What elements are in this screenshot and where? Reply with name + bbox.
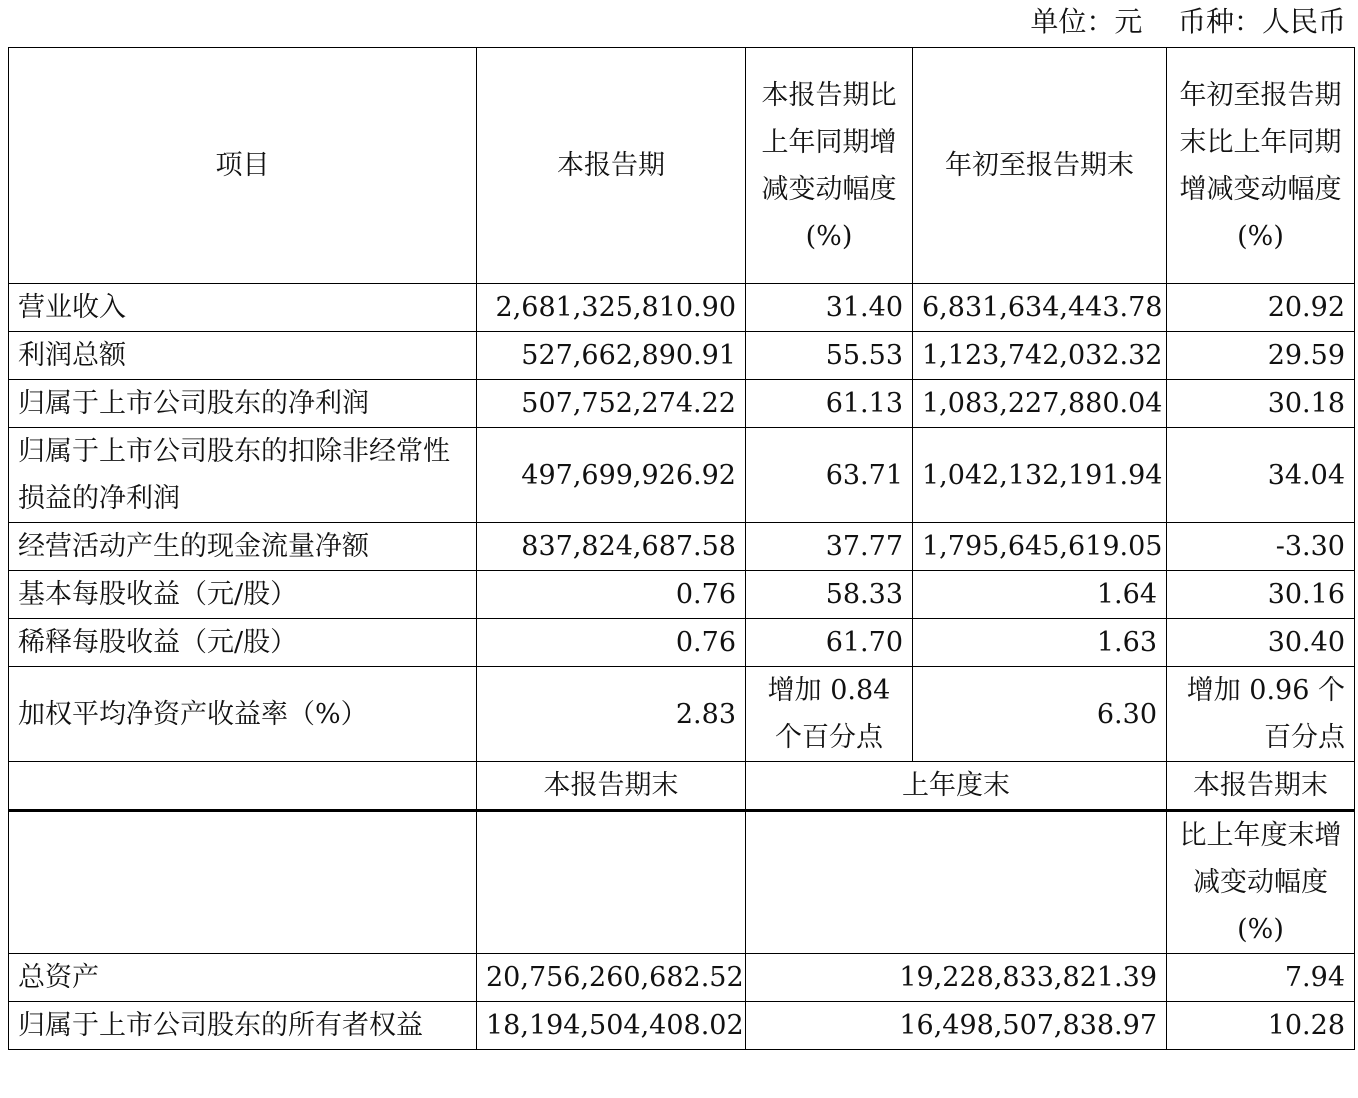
header-ytd-change: 年初至报告期末比上年同期增减变动幅度(%): [1167, 48, 1355, 284]
row-item: 基本每股收益（元/股）: [9, 571, 477, 619]
balance-row-change: 10.28: [1167, 1002, 1355, 1050]
balance-row-period-end: 20,756,260,682.52: [477, 954, 746, 1002]
row-ytd-change: 30.18: [1167, 380, 1355, 428]
row-item: 稀释每股收益（元/股）: [9, 619, 477, 667]
table-row: [9, 667, 1355, 762]
row-ytd-change: 增加 0.96 个百分点: [1167, 667, 1355, 762]
row-current: 2.83: [477, 667, 746, 762]
balance-header-period-end: 本报告期末: [477, 762, 746, 811]
header-current-change: 本报告期比上年同期增减变动幅度(%): [746, 48, 913, 284]
row-ytd: 1,083,227,880.04: [913, 380, 1167, 428]
balance-subheader-prior-year-end: [746, 811, 1167, 954]
row-current-change: 63.71: [746, 428, 913, 523]
balance-row-change: 7.94: [1167, 954, 1355, 1002]
row-item: 归属于上市公司股东的扣除非经常性损益的净利润: [9, 428, 477, 523]
balance-row-prior-year-end: 16,498,507,838.97: [746, 1002, 1167, 1050]
table-row: [9, 1002, 1355, 1050]
balance-subheader-item: [9, 811, 477, 954]
table-row: [9, 332, 1355, 380]
row-ytd: 1.63: [913, 619, 1167, 667]
row-ytd: 1,123,742,032.32: [913, 332, 1167, 380]
table-header-row: [9, 48, 1355, 284]
table-row: [9, 428, 1355, 523]
row-ytd: 1,042,132,191.94: [913, 428, 1167, 523]
unit-currency-note: 单位：元 币种：人民币: [1030, 5, 1346, 38]
balance-header-change-line2: 比上年度末增减变动幅度(%): [1167, 811, 1355, 954]
header-ytd: 年初至报告期末: [913, 48, 1167, 284]
row-ytd: 6,831,634,443.78: [913, 284, 1167, 332]
row-current-change: 58.33: [746, 571, 913, 619]
row-current: 837,824,687.58: [477, 523, 746, 571]
balance-row-item: 总资产: [9, 954, 477, 1002]
row-current: 0.76: [477, 571, 746, 619]
row-current: 507,752,274.22: [477, 380, 746, 428]
row-current: 497,699,926.92: [477, 428, 746, 523]
financial-summary-table: [8, 47, 1355, 1050]
row-current-change: 31.40: [746, 284, 913, 332]
balance-row-item: 归属于上市公司股东的所有者权益: [9, 1002, 477, 1050]
row-ytd: 6.30: [913, 667, 1167, 762]
row-current: 527,662,890.91: [477, 332, 746, 380]
row-item: 加权平均净资产收益率（%）: [9, 667, 477, 762]
table-row: [9, 954, 1355, 1002]
balance-header-item: [9, 762, 477, 811]
table-row: [9, 619, 1355, 667]
row-current-change: 61.13: [746, 380, 913, 428]
row-ytd-change: -3.30: [1167, 523, 1355, 571]
balance-subheader-period-end: [477, 811, 746, 954]
row-current-change: 61.70: [746, 619, 913, 667]
row-ytd-change: 20.92: [1167, 284, 1355, 332]
balance-row-prior-year-end: 19,228,833,821.39: [746, 954, 1167, 1002]
row-current-change: 55.53: [746, 332, 913, 380]
balance-header-row: [9, 762, 1355, 811]
row-ytd-change: 29.59: [1167, 332, 1355, 380]
row-item: 经营活动产生的现金流量净额: [9, 523, 477, 571]
balance-row-period-end: 18,194,504,408.02: [477, 1002, 746, 1050]
row-item: 营业收入: [9, 284, 477, 332]
header-item: 项目: [9, 48, 477, 284]
row-item: 利润总额: [9, 332, 477, 380]
row-current: 2,681,325,810.90: [477, 284, 746, 332]
header-current-period: 本报告期: [477, 48, 746, 284]
table-row: [9, 523, 1355, 571]
row-ytd: 1,795,645,619.05: [913, 523, 1167, 571]
row-ytd: 1.64: [913, 571, 1167, 619]
row-ytd-change: 30.40: [1167, 619, 1355, 667]
row-current-change: 增加 0.84 个百分点: [746, 667, 913, 762]
balance-header-change-line1: 本报告期末: [1167, 762, 1355, 811]
balance-header-prior-year-end: 上年度末: [746, 762, 1167, 811]
table-row: [9, 380, 1355, 428]
table-row: [9, 571, 1355, 619]
balance-header-subrow: [9, 811, 1355, 954]
row-current-change: 37.77: [746, 523, 913, 571]
row-item: 归属于上市公司股东的净利润: [9, 380, 477, 428]
table-row: [9, 284, 1355, 332]
row-ytd-change: 30.16: [1167, 571, 1355, 619]
row-current: 0.76: [477, 619, 746, 667]
row-ytd-change: 34.04: [1167, 428, 1355, 523]
